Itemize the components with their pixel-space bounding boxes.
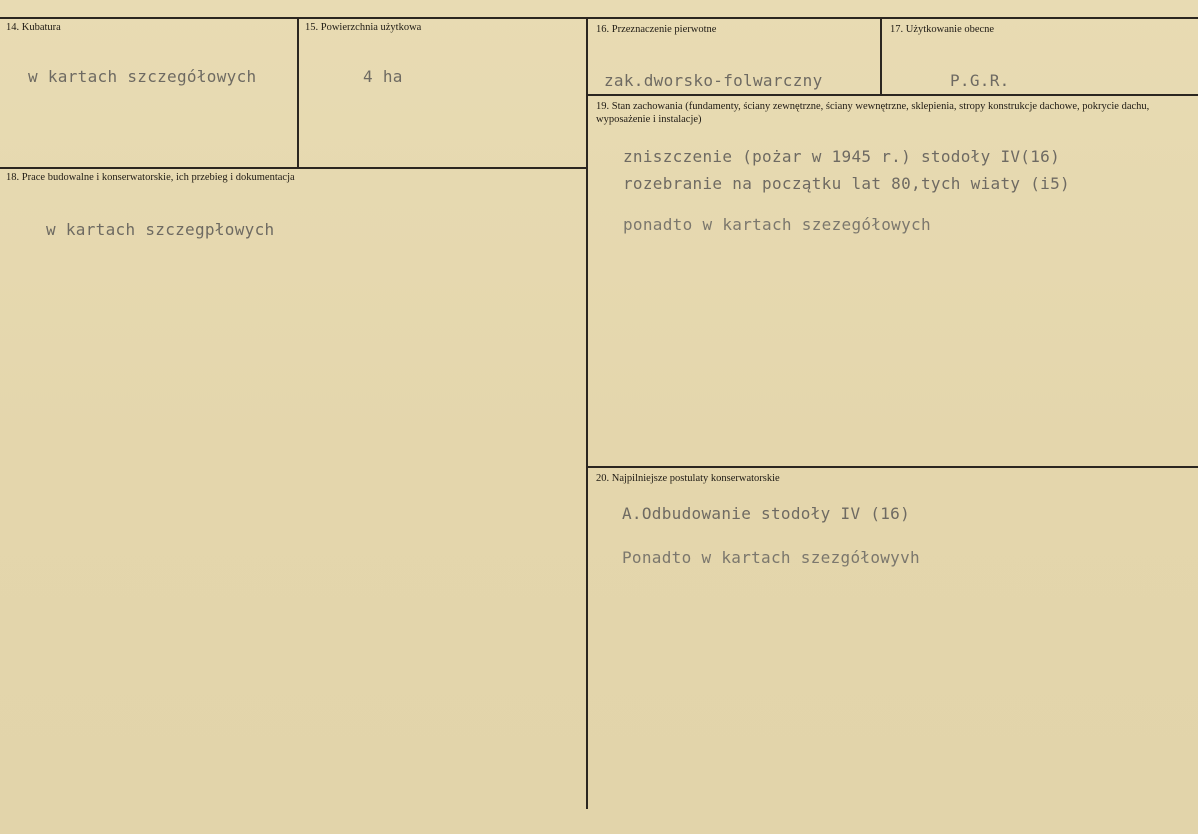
field-16-value: zak.dworsko-folwarczny	[604, 71, 823, 90]
field-17-label: 17. Użytkowanie obecne	[890, 24, 995, 35]
field-19-line-3: ponadto w kartach szezegółowych	[623, 215, 931, 234]
field-16-label: 16. Przeznaczenie pierwotne	[596, 24, 717, 35]
field-19-label: 19. Stan zachowania (fundamenty, ściany zewnętrzne, ściany wewnętrzne, sklepienia, stropy konstrukcje dachowe, pokrycie dachu, wyposażenie i instalacje)	[596, 101, 1150, 125]
field-14-value: w kartach szczegółowych	[28, 67, 257, 86]
field-20-label: 20. Najpilniejsze postulaty konserwatorskie	[596, 473, 780, 484]
divider-left-right	[586, 17, 588, 809]
field-19-line-1: zniszczenie (pożar w 1945 r.) stodoły IV(16)	[623, 147, 1061, 166]
field-14-label: 14. Kubatura	[6, 22, 61, 33]
field-20-line-2: Ponadto w kartach szezgółowyvh	[622, 548, 920, 567]
divider-16-17	[880, 17, 882, 95]
rule-above-19	[588, 94, 1198, 96]
top-border-rule	[0, 17, 1198, 19]
field-19-line-2: rozebranie na początku lat 80,tych wiaty (i5)	[623, 174, 1070, 193]
divider-14-15	[297, 17, 299, 167]
field-15-label: 15. Powierzchnia użytkowa	[305, 22, 422, 33]
field-17-value: P.G.R.	[950, 71, 1010, 90]
field-18-label: 18. Prace budowalne i konserwatorskie, ich przebieg i dokumentacja	[6, 172, 295, 183]
rule-above-20	[588, 466, 1198, 468]
rule-above-18	[0, 167, 588, 169]
field-18-value: w kartach szczegpłowych	[46, 220, 275, 239]
field-20-line-1: A.Odbudowanie stodoły IV (16)	[622, 504, 911, 523]
field-15-value: 4 ha	[363, 67, 403, 86]
